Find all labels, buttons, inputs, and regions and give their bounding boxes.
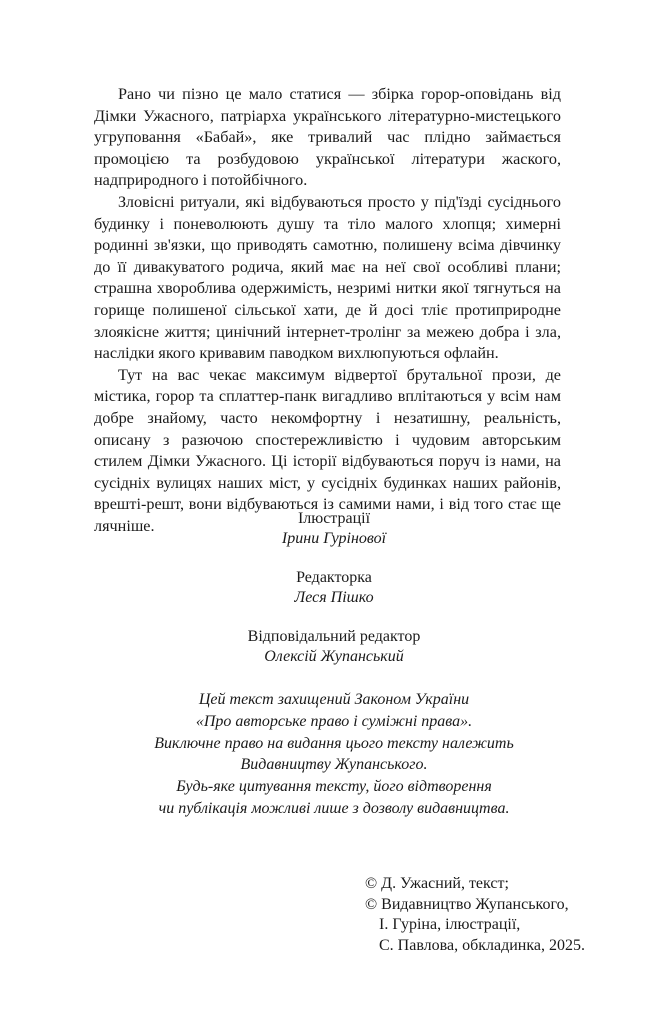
legal-line: Виключне право на видання цього тексту належить — [154, 734, 514, 752]
credits-block — [94, 509, 574, 686]
legal-notice — [94, 689, 574, 820]
blurb-paragraph-1: Рано чи пізно це мало статися — збірка горор-оповідань від Дімки Ужасного, патріарха українського літературно-мистецького угруповання «Бабай», яке тривалий час плідно займається промоцією та розбудовою української літератури жаского, надприродного і потойбічного. — [94, 85, 561, 190]
book-blurb — [94, 84, 561, 537]
legal-line: «Про авторське право і суміжні права». — [195, 712, 473, 730]
copyright-line: І. Гуріна, ілюстрації, — [379, 916, 521, 933]
credit-editor — [94, 568, 574, 608]
credit-role: Редакторка — [296, 569, 372, 586]
legal-line: чи публікація можливі лише з дозволу видавництва. — [158, 799, 510, 817]
credit-illustrator — [94, 509, 574, 549]
legal-line: Будь-яке цитування тексту, його відтворення — [176, 778, 492, 796]
copyright-line: С. Павлова, обкладинка, 2025. — [379, 936, 585, 954]
copyright-line: © Видавництво Жупанського, — [365, 895, 569, 913]
copyright-block — [365, 874, 585, 956]
credit-person: Ірини Гурінової — [281, 530, 387, 547]
legal-line: Видавництву Жупанського. — [240, 756, 428, 774]
credit-person: Леся Пішко — [294, 589, 374, 606]
credit-role: Відповідальний редактор — [247, 628, 421, 645]
blurb-paragraph-2: Зловісні ритуали, які відбуваються просто у під'їзді сусіднього будинку і поневолюють душу та тіло малого хлопця; химерні родинні зв'язки, що приводять самотню, полишену всіма дівчинку до її дивакуватого родича, який має на неї свої особливі плани; страшна хвороблива одержимість, незримі нитки якої тягнуться на горище полишеної сільської хати, де й досі тліє протиприродне злоякісне життя; цинічний інтернет-тролінг за межею добра і зла, наслідки якого кривавим паводком вихлюпуються офлайн. — [94, 192, 561, 363]
blurb-paragraph-3: Тут на вас чекає максимум відвертої брутальної прози, де містика, горор та сплаттер-панк вигадливо вплітаються у всім нам добре знайому, часто некомфортну і незатишну, реальність, описану з разючою спостережливістю і чудовим авторським стилем Дімки Ужасного. Ці історії відбуваються поруч із нами, на сусідніх вулицях наших міст, у сусідніх будинках наших районів, врешті-решт, вони відбуваються із самими нами, і від того стає ще лячніше. — [94, 365, 561, 535]
copyright-line: © Д. Ужасний, текст; — [365, 875, 509, 892]
credit-role: Ілюстрації — [297, 510, 371, 527]
credit-responsible-editor — [94, 627, 574, 667]
credit-person: Олексій Жупанський — [264, 648, 404, 665]
legal-line: Цей текст захищений Законом України — [198, 691, 470, 708]
